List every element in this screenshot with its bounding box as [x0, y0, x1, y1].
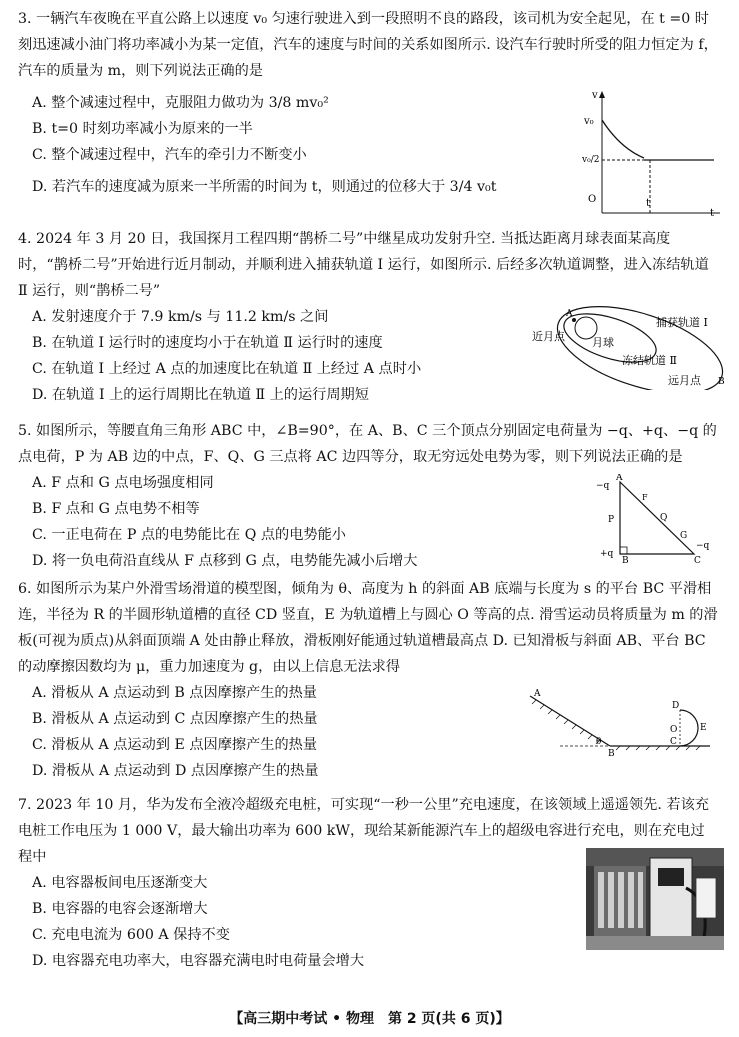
page-footer: 【高三期中考试 • 物理 第 2 页(共 6 页)】 [229, 1011, 510, 1027]
q6-ski-track-diagram [520, 688, 720, 758]
q4-moon-label: 月球 [592, 336, 614, 349]
question-4-option-d: D. 在轨道 Ⅰ 上的运行周期比在轨道 Ⅱ 上的运行周期短 [32, 387, 369, 403]
q4-orbit-i-label: 捕获轨道 Ⅰ [656, 316, 708, 329]
q6-point-a-label: A [534, 689, 541, 699]
q6-point-e-label: E [700, 723, 707, 733]
q5-point-p-label: P [608, 515, 615, 525]
q4-orbit-diagram [530, 306, 730, 390]
question-3-option-b: B. t=0 时刻功率减小为原来的一半 [32, 121, 253, 137]
question-4-stem: 4. 2024 年 3 月 20 日，我国探月工程四期“鹊桥二号”中继星成功发射升空. 当抵达距离月球表面某高度时，“鹊桥二号”开始进行近月制动，并顺利进入捕获轨道 Ⅰ 运行，如图所示. 后经多次轨道调整，进入冻结轨道 Ⅱ 运行，则“鹊桥二号” [18, 231, 709, 299]
question-7-stem: 7. 2023 年 10 月，华为发布全液冷超级充电桩，可实现“一秒一公里”充电速度，在该领域上遥遥领先. 若该充电桩工作电压为 1 000 V，最大输出功率为 600 kW，现给某新能源汽车上的超级电容进行充电，则在充电过程中 [18, 797, 709, 865]
question-7-option-a: A. 电容器板间电压逐渐变大 [32, 875, 208, 891]
q3-t-tick-label: t [646, 198, 651, 209]
q5-triangle-diagram [590, 474, 710, 564]
q3-axis-v-label: v [592, 90, 598, 101]
q5-point-b-label: B [622, 556, 629, 564]
q3-v0-label: v₀ [584, 116, 594, 127]
question-3-option-c: C. 整个减速过程中，汽车的牵引力不断变小 [32, 147, 307, 163]
q4-orbit-ii-label: 冻结轨道 Ⅱ [622, 354, 677, 367]
question-7-option-d: D. 电容器充电功率大，电容器充满电时电荷量会增大 [32, 953, 365, 969]
question-3-option-d: D. 若汽车的速度减为原来一半所需的时间为 t，则通过的位移大于 3/4 v₀t [32, 179, 497, 195]
q7-charger-photo [586, 848, 724, 950]
question-6-option-d: D. 滑板从 A 点运动到 D 点因摩擦产生的热量 [32, 763, 319, 779]
question-4-option-a: A. 发射速度介于 7.9 km/s 与 11.2 km/s 之间 [32, 309, 329, 325]
q4-near-point-label: 近月点 [532, 330, 565, 343]
q6-point-d-label: D [672, 701, 680, 711]
q3-velocity-time-graph [582, 88, 722, 223]
q5-point-g-label: G [680, 531, 688, 541]
q6-point-b-label: B [608, 749, 615, 758]
question-3-stem: 3. 一辆汽车夜晚在平直公路上以速度 v₀ 匀速行驶进入到一段照明不良的路段，该司机为安全起见，在 t =0 时刻迅速减小油门将功率减小为某一定值，汽车的速度与时间的关系如图所示. 设汽车行驶时所受的阻力恒定为 f，汽车的质量为 m，则下列说法正确的是 [18, 11, 718, 79]
question-5-option-c: C. 一正电荷在 P 点的电势能比在 Q 点的电势能小 [32, 527, 346, 543]
q5-charge-b-label: +q [600, 549, 614, 559]
q3-half-v0-label: v₀/2 [582, 155, 600, 165]
question-5-option-a: A. F 点和 G 点电场强度相同 [32, 475, 214, 491]
question-5-stem: 5. 如图所示，等腰直角三角形 ABC 中，∠B=90°，在 A、B、C 三个顶点分别固定电荷量为 −q、+q、−q 的点电荷，P 为 AB 边的中点，F、Q、G 三点将 AC 边四等分，取无穷远处电势为零，则下列说法正确的是 [18, 423, 717, 465]
question-7-option-b: B. 电容器的电容会逐渐增大 [32, 901, 208, 917]
q6-theta-label: θ [596, 737, 602, 747]
q5-charge-a-label: −q [596, 481, 610, 491]
question-4-option-b: B. 在轨道 Ⅰ 运行时的速度均小于在轨道 Ⅱ 运行时的速度 [32, 335, 383, 351]
question-6-stem: 6. 如图所示为某户外滑雪场滑道的模型图，倾角为 θ、高度为 h 的斜面 AB 底端与长度为 s 的平台 BC 平滑相连，半径为 R 的半圆形轨道槽的直径 CD 竖直，E 为轨道槽上与圆心 O 等高的点. 滑雪运动员将质量为 m 的滑板(可视为质点)从斜面顶端 A 处由静止释放，滑板刚好能通过轨道槽最高点 D. 已知滑板与斜面 AB、平台 BC 的动摩擦因数均为 μ，重力加速度为 g，由以上信息无法求得 [18, 581, 718, 675]
question-6-option-c: C. 滑板从 A 点运动到 E 点因摩擦产生的热量 [32, 737, 318, 753]
q6-point-c-label: C [670, 737, 677, 747]
q3-origin-label: O [588, 194, 597, 205]
question-7-option-c: C. 充电电流为 600 A 保持不变 [32, 927, 230, 943]
q6-point-o-label: O [670, 725, 678, 735]
question-5-option-b: B. F 点和 G 点电势不相等 [32, 501, 200, 517]
q5-point-q-label: Q [660, 513, 668, 523]
question-6-option-a: A. 滑板从 A 点运动到 B 点因摩擦产生的热量 [32, 685, 317, 701]
q3-axis-t-label: t [710, 208, 715, 219]
q4-far-point-label: 远月点 [668, 374, 701, 387]
question-5-option-d: D. 将一负电荷沿直线从 F 点移到 G 点，电势能先减小后增大 [32, 553, 418, 569]
q4-point-a-label: A [566, 309, 573, 319]
q4-point-b-label: B [718, 377, 725, 387]
q5-charge-c-label: −q [696, 541, 710, 551]
question-4-option-c: C. 在轨道 Ⅰ 上经过 A 点的加速度比在轨道 Ⅱ 上经过 A 点时小 [32, 361, 422, 377]
q5-point-a-label: A [616, 474, 623, 483]
q5-point-f-label: F [642, 493, 648, 502]
question-6-option-b: B. 滑板从 A 点运动到 C 点因摩擦产生的热量 [32, 711, 318, 727]
question-3-option-a: A. 整个减速过程中，克服阻力做功为 3/8 mv₀² [32, 95, 329, 111]
q5-point-c-label: C [694, 556, 701, 564]
